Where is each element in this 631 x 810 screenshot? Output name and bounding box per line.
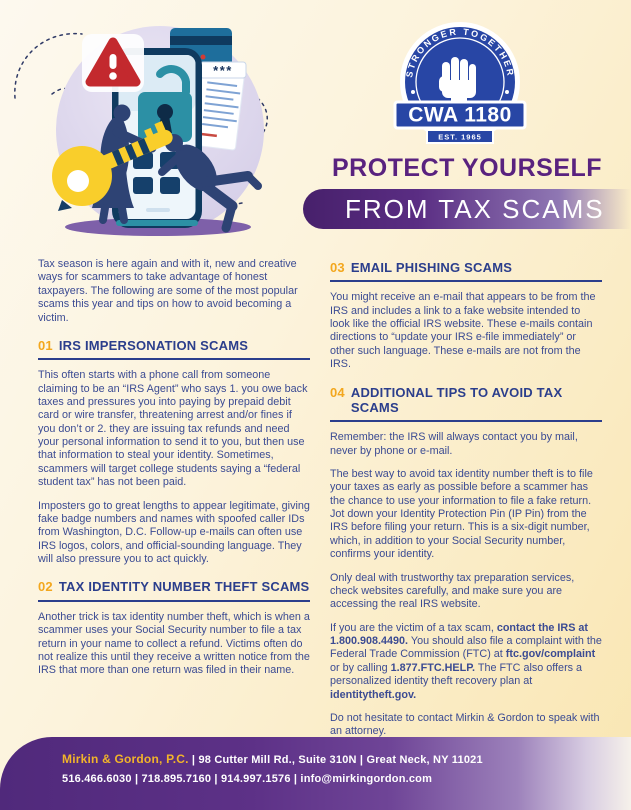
- logo-name-banner: [395, 102, 525, 128]
- logo-name: CWA 1180: [408, 103, 512, 127]
- section-title-04: ADDITIONAL TIPS TO AVOID TAX SCAMS: [350, 384, 563, 415]
- firm-address: | 98 Cutter Mill Rd., Suite 310N | Great Neck, NY 11021: [191, 754, 483, 766]
- section-heading-04: [330, 385, 602, 423]
- section-heading-01: [38, 338, 310, 360]
- section-heading-03: [330, 260, 602, 282]
- section-02-paragraph-1: Another trick is tax identity number theft, which is when a scammer uses your Social Security number to file a tax return in your name to collect a refund. Victims often do not realize this until they receive a written notice from the IRS that more than one return was filed in their name.: [38, 610, 310, 677]
- section-04-victim-paragraph: If you are the victim of a tax scam, contact the IRS at 1.800.908.4490. You should also file a complaint with the Federal Trade Commission (FTC) at ftc.gov/complaint or by calling 1.877.FTC.HELP. The FTC also offers a personalized identity theft recovery plan at identitytheft.gov.: [330, 621, 602, 701]
- firm-name: Mirkin & Gordon, P.C.: [62, 752, 189, 766]
- footer-content: [0, 737, 631, 785]
- right-column: [330, 258, 602, 749]
- section-title-02: TAX IDENTITY NUMBER THEFT SCAMS: [58, 579, 310, 595]
- section-number-01: 01: [38, 337, 53, 353]
- banner-title: FROM TAX SCAMS: [345, 193, 605, 224]
- cwa-1180-logo: [393, 20, 527, 152]
- section-04-paragraph-2: Only deal with trustworthy tax preparation services, check websites carefully, and make sure you are accessing the real IRS website.: [330, 571, 575, 611]
- password-mask-text: ***: [213, 63, 233, 78]
- section-number-02: 02: [38, 579, 53, 595]
- password-field-icon: [200, 62, 246, 78]
- intro-paragraph: Tax season is here again and with it, new and creative ways for scammers to take advantage of honest taxpayers. The following are some of the most popular scams this year and tips on how to avoid becoming a victim.: [38, 258, 298, 324]
- footer-line-2: 516.466.6030 | 718.895.7160 | 914.997.1576 | info@mirkingordon.com: [62, 773, 433, 785]
- footer-bar: [0, 737, 631, 810]
- section-04-paragraph-1: The best way to avoid tax identity number theft is to file your taxes as early as possible before a scammer has the chance to use your information to file a fake return. Jot down your Identity Protection Pin (IP Pin) from the IRS before filing your return. This is a six-digit number, which, in addition to your Social Security number, confirms your identity.: [330, 467, 593, 561]
- section-number-04: 04: [330, 384, 345, 400]
- left-column: [38, 258, 310, 688]
- logo-est: EST. 1965: [438, 132, 482, 142]
- title-banner: [303, 189, 631, 229]
- section-title-01: IRS IMPERSONATION SCAMS: [58, 337, 249, 353]
- section-number-03: 03: [330, 260, 345, 275]
- section-04-reminder: Remember: the IRS will always contact you by mail, never by phone or e-mail.: [330, 431, 578, 457]
- tax-scam-illustration: [10, 8, 310, 252]
- headline-protect-yourself: PROTECT YOURSELF: [331, 154, 603, 182]
- logo-tagline: STRONGER TOGETHER: [404, 26, 516, 79]
- logo-est-banner: [427, 130, 493, 143]
- section-title-03: EMAIL PHISHING SCAMS: [350, 260, 513, 275]
- footer-line-1: [62, 752, 631, 766]
- section-01-paragraph-2: Imposters go to great lengths to appear legitimate, giving fake badge numbers and names with spoofed caller IDs from Washington, D.C. Follow-up e-mails can often use IRS logos, colors, and official-sounding language. They will also pressure you to act quickly.: [38, 499, 310, 566]
- section-03-paragraph-1: You might receive an e-mail that appears to be from the IRS and includes a link to a fake website intended to look like the official IRS website. These e-mails contain directions to “update your IRS e-file immediately” or other such language. These e-mails are not from the IRS.: [330, 291, 596, 371]
- section-01-paragraph-1: This often starts with a phone call from someone claiming to be an “IRS Agent” who says 1. you owe back taxes and pressures you into paying by prepaid debit card or wire transfer, threatening arrest and/or fines if you don’t or 2. they are issuing tax refunds and need your personal information to send it to you, but then use that information to steal your identity. Sometimes, scammers will target college students saying a “federal student tax” has not been paid.: [38, 369, 308, 489]
- section-heading-02: [38, 579, 310, 601]
- section-04-closing: Do not hesitate to contact Mirkin & Gordon to speak with an attorney.: [330, 711, 600, 738]
